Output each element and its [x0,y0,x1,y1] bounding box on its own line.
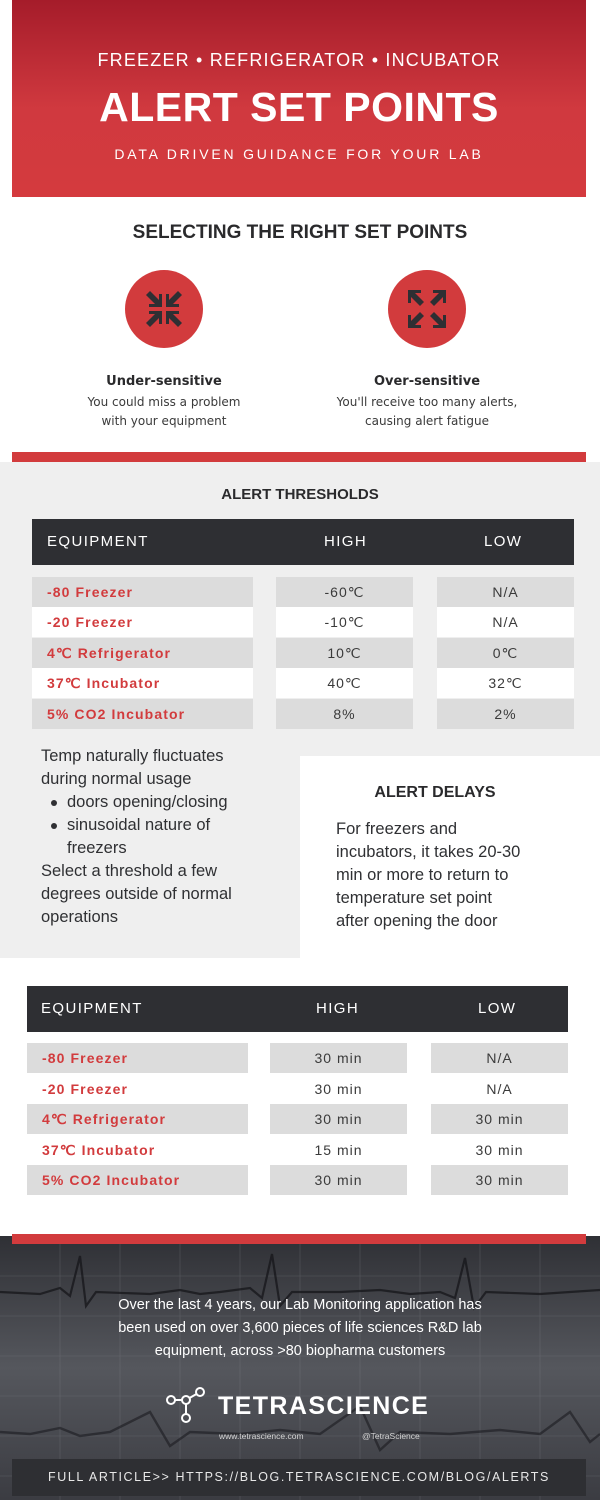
list-item: doors opening/closing [49,791,281,814]
over-sensitive-title: Over-sensitive [373,374,481,389]
delay-equipment-cell: 4℃ Refrigerator [27,1104,248,1134]
under-sensitive-title: Under-sensitive [106,374,222,389]
header-banner [12,0,586,197]
delay-high-cell: 15 min [270,1135,407,1165]
threshold-low-cell: 2% [437,699,574,729]
header-subtitle: DATA DRIVEN GUIDANCE FOR YOUR LAB [114,146,484,162]
under-sensitive-line: You could miss a problem [87,395,241,409]
delays-line: For freezers and [336,820,458,838]
article-link[interactable]: FULL ARTICLE>> HTTPS://BLOG.TETRASCIENCE.COM/BLOG/ALERTS [12,1459,586,1496]
delay-equipment-cell: 37℃ Incubator [27,1135,248,1165]
threshold-low-cell: 32℃ [437,668,574,698]
section-divider [12,452,586,462]
thresholds-table-header [32,519,574,565]
brand-name: TETRASCIENCE [218,1391,430,1420]
header-kicker: FREEZER • REFRIGERATOR • INCUBATOR [97,50,501,70]
under-sensitive-card [54,270,274,431]
threshold-equipment-cell: -20 Freezer [32,607,253,637]
under-sensitive-text [54,393,274,431]
delays-line: min or more to return to [336,866,509,884]
molecule-logo-icon [164,1386,208,1426]
threshold-high-cell: -10℃ [276,607,413,637]
delay-high-cell: 30 min [270,1043,407,1073]
column-header-equipment: EQUIPMENT [41,1000,143,1017]
footer-statement [60,1294,540,1363]
arrows-inward-icon [125,270,203,348]
delay-low-cell: 30 min [431,1104,568,1134]
delay-low-cell: 30 min [431,1135,568,1165]
delay-low-cell: N/A [431,1043,568,1073]
threshold-high-cell: 10℃ [276,638,413,668]
delay-high-cell: 30 min [270,1104,407,1134]
social-handle[interactable]: @TetraScience [362,1431,420,1441]
fluctuation-line: Temp naturally fluctuates [41,747,224,765]
delay-equipment-cell: -80 Freezer [27,1043,248,1073]
column-header-equipment: EQUIPMENT [47,533,149,550]
threshold-high-cell: 40℃ [276,668,413,698]
threshold-equipment-cell: 37℃ Incubator [32,668,253,698]
list-item: sinusoidal nature of [49,814,281,837]
column-header-low: LOW [478,1000,517,1017]
footer-line: been used on over 3,600 pieces of life sciences R&D lab [118,1320,482,1336]
threshold-high-cell: 8% [276,699,413,729]
page-title: ALERT SET POINTS [99,84,499,130]
delay-high-cell: 30 min [270,1165,407,1195]
delay-high-cell: 30 min [270,1074,407,1104]
threshold-equipment-cell: -80 Freezer [32,577,253,607]
fluctuation-line: degrees outside of normal [41,885,232,903]
over-sensitive-line: causing alert fatigue [365,414,489,428]
fluctuation-line: Select a threshold a few [41,862,218,880]
delays-line: temperature set point [336,889,492,907]
column-header-high: HIGH [324,533,368,550]
delays-line: after opening the door [336,912,498,930]
threshold-low-cell: N/A [437,607,574,637]
threshold-equipment-cell: 4℃ Refrigerator [32,638,253,668]
footer-line: Over the last 4 years, our Lab Monitoring application has [118,1297,482,1313]
list-item-continuation: freezers [67,839,127,857]
footer-divider [12,1234,586,1244]
delays-table-header [27,986,568,1032]
over-sensitive-line: You'll receive too many alerts, [336,395,518,409]
delays-text [336,818,586,933]
threshold-low-cell: 0℃ [437,638,574,668]
column-header-high: HIGH [316,1000,360,1017]
fluctuation-text [41,745,281,929]
footer-line: equipment, across >80 biopharma customers [154,1343,446,1359]
delay-equipment-cell: -20 Freezer [27,1074,248,1104]
delays-title: ALERT DELAYS [374,784,496,801]
threshold-high-cell: -60℃ [276,577,413,607]
over-sensitive-text [317,393,537,431]
thresholds-title: ALERT THRESHOLDS [221,486,379,503]
fluctuation-line: during normal usage [41,770,192,788]
delay-equipment-cell: 5% CO2 Incubator [27,1165,248,1195]
website-link[interactable]: www.tetrascience.com [219,1431,304,1441]
fluctuation-list [41,791,281,860]
threshold-equipment-cell: 5% CO2 Incubator [32,699,253,729]
brand-logo [164,1386,429,1426]
column-header-low: LOW [484,533,523,550]
delays-line: incubators, it takes 20-30 [336,843,521,861]
threshold-low-cell: N/A [437,577,574,607]
delay-low-cell: 30 min [431,1165,568,1195]
fluctuation-line: operations [41,908,119,926]
under-sensitive-line: with your equipment [101,414,227,428]
delay-low-cell: N/A [431,1074,568,1104]
arrows-outward-icon [388,270,466,348]
over-sensitive-card [317,270,537,431]
selecting-title: SELECTING THE RIGHT SET POINTS [132,222,468,243]
